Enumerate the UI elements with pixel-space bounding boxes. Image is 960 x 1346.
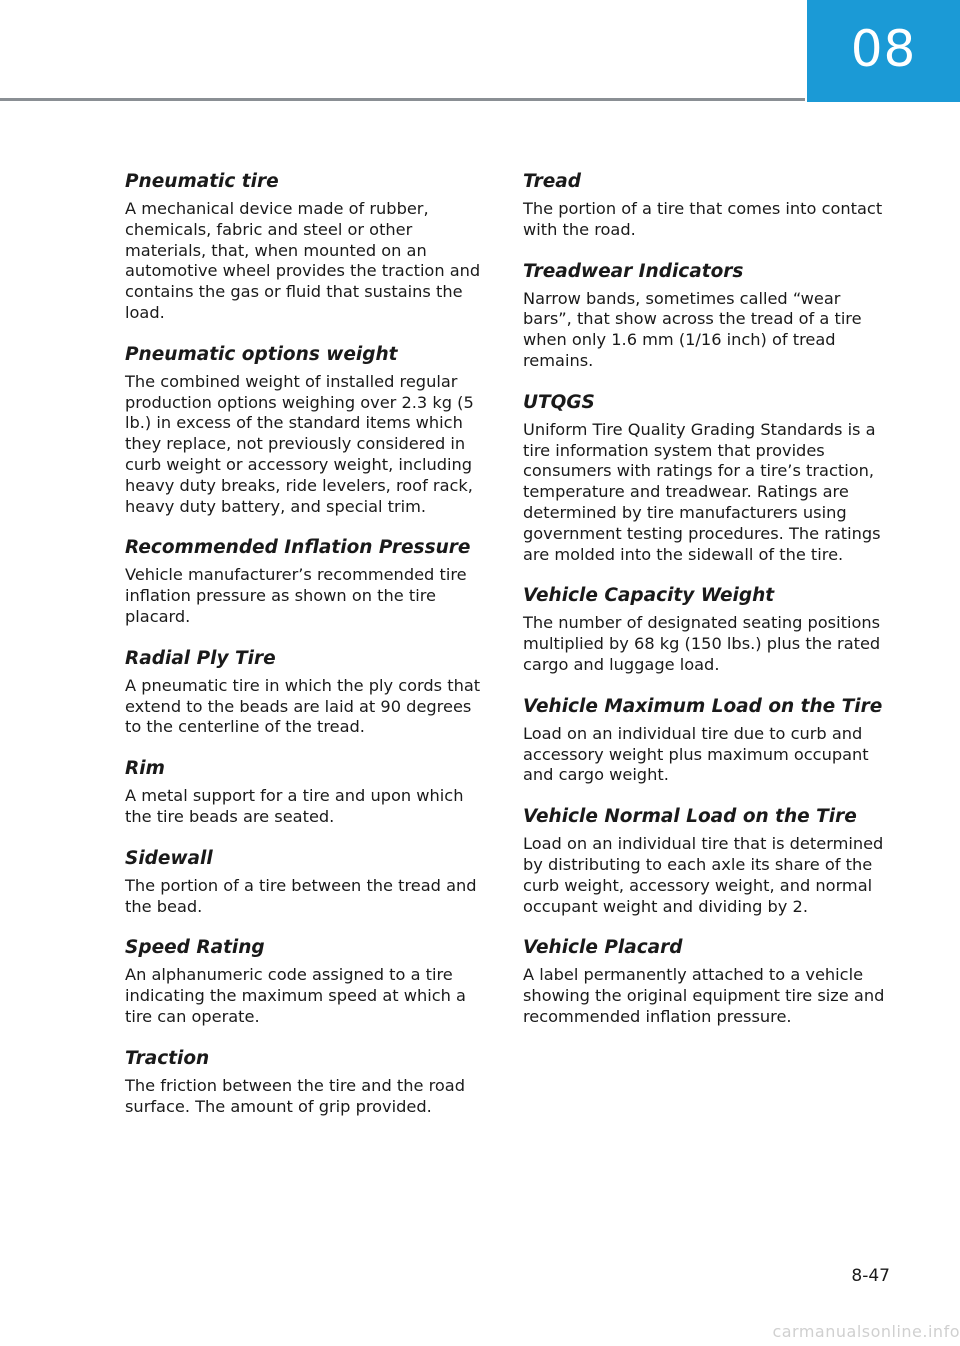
glossary-entry	[125, 757, 487, 828]
glossary-entry	[125, 536, 487, 627]
entry-term: Traction	[125, 1047, 210, 1069]
header-rule	[0, 98, 805, 101]
entry-definition: The friction between the tire and the road surface. The amount of grip provided.	[125, 1075, 465, 1116]
page-number: 8-47	[851, 1266, 890, 1286]
glossary-entry	[125, 647, 487, 738]
entry-term: Speed Rating	[125, 937, 265, 959]
entry-term: Vehicle Placard	[523, 937, 683, 959]
glossary-entry	[523, 936, 885, 1027]
entry-definition: A metal support for a tire and upon which the tire beads are seated.	[125, 786, 464, 826]
entry-definition: The number of designated seating positions multiplied by 68 kg (150 lbs.) plus the rated cargo and luggage load.	[523, 613, 881, 674]
watermark: carmanualsonline.info	[772, 1322, 960, 1341]
entry-term: UTQGS	[523, 391, 595, 413]
glossary-entry	[125, 936, 487, 1027]
entry-definition: An alphanumeric code assigned to a tire indicating the maximum speed at which a tire can operate.	[125, 965, 466, 1026]
entry-term: Pneumatic tire	[125, 171, 279, 192]
glossary-entry	[523, 170, 885, 241]
glossary-entry	[125, 170, 487, 324]
entry-definition: Vehicle manufacturer’s recommended tire inflation pressure as shown on the tire placard.	[125, 565, 467, 626]
entry-term: Pneumatic options weight	[125, 343, 398, 365]
entry-term: Vehicle Maximum Load on the Tire	[523, 695, 883, 717]
left-column	[125, 170, 487, 1136]
entry-definition: A label permanently attached to a vehicle showing the original equipment tire size and recommended inflation pressure.	[523, 965, 885, 1026]
entry-term: Rim	[125, 758, 165, 780]
glossary-entry	[125, 343, 487, 518]
chapter-number: 08	[850, 20, 917, 78]
entry-definition: Load on an individual tire that is determined by distributing to each axle its share of the curb weight, accessory weight, and normal occupant weight and dividing by 2.	[523, 834, 884, 916]
entry-definition: The combined weight of installed regular production options weighing over 2.3 kg (5 lb.) in excess of the standard items which they replace, not previously considered in curb weight or accessory weight, including heavy duty breaks, ride levelers, roof rack, heavy duty battery, and special trim.	[125, 371, 474, 516]
glossary-entry	[125, 847, 487, 918]
chapter-tab	[807, 0, 960, 102]
glossary-entry	[523, 695, 885, 786]
entry-term: Sidewall	[125, 847, 213, 869]
entry-term: Vehicle Capacity Weight	[523, 585, 775, 607]
glossary-entry	[125, 1047, 487, 1118]
entry-term: Vehicle Normal Load on the Tire	[523, 806, 857, 828]
glossary-entry	[523, 805, 885, 917]
entry-definition: A pneumatic tire in which the ply cords that extend to the beads are laid at 90 degrees to the centerline of the tread.	[125, 675, 481, 737]
entry-term: Radial Ply Tire	[125, 647, 276, 669]
glossary-entry	[523, 584, 885, 675]
entry-definition: Narrow bands, sometimes called “wear bars”, that show across the tread of a tire when only 1.6 mm (1/16 inch) of tread remains.	[523, 288, 862, 370]
entry-definition: Load on an individual tire due to curb and accessory weight plus maximum occupant and cargo weight.	[523, 723, 869, 785]
entry-definition: A mechanical device made of rubber, chemicals, fabric and steel or other materials, that, when mounted on an automotive wheel provides the traction and contains the gas or fluid that sustains the load.	[125, 199, 481, 322]
entry-term: Tread	[523, 171, 581, 192]
entry-definition: Uniform Tire Quality Grading Standards is a tire information system that provides consumers with ratings for a tire’s traction, temperature and treadwear. Ratings are determined by tire manufacturers using government testing procedures. The ratings are molded into the sidewall of the tire.	[523, 419, 881, 564]
right-column	[523, 170, 885, 1047]
entry-definition: The portion of a tire between the tread and the bead.	[125, 875, 477, 916]
entry-term: Recommended Inflation Pressure	[125, 537, 471, 559]
glossary-entry	[523, 260, 885, 372]
glossary-entry	[523, 391, 885, 566]
entry-term: Treadwear Indicators	[523, 260, 744, 282]
entry-definition: The portion of a tire that comes into contact with the road.	[523, 199, 883, 239]
